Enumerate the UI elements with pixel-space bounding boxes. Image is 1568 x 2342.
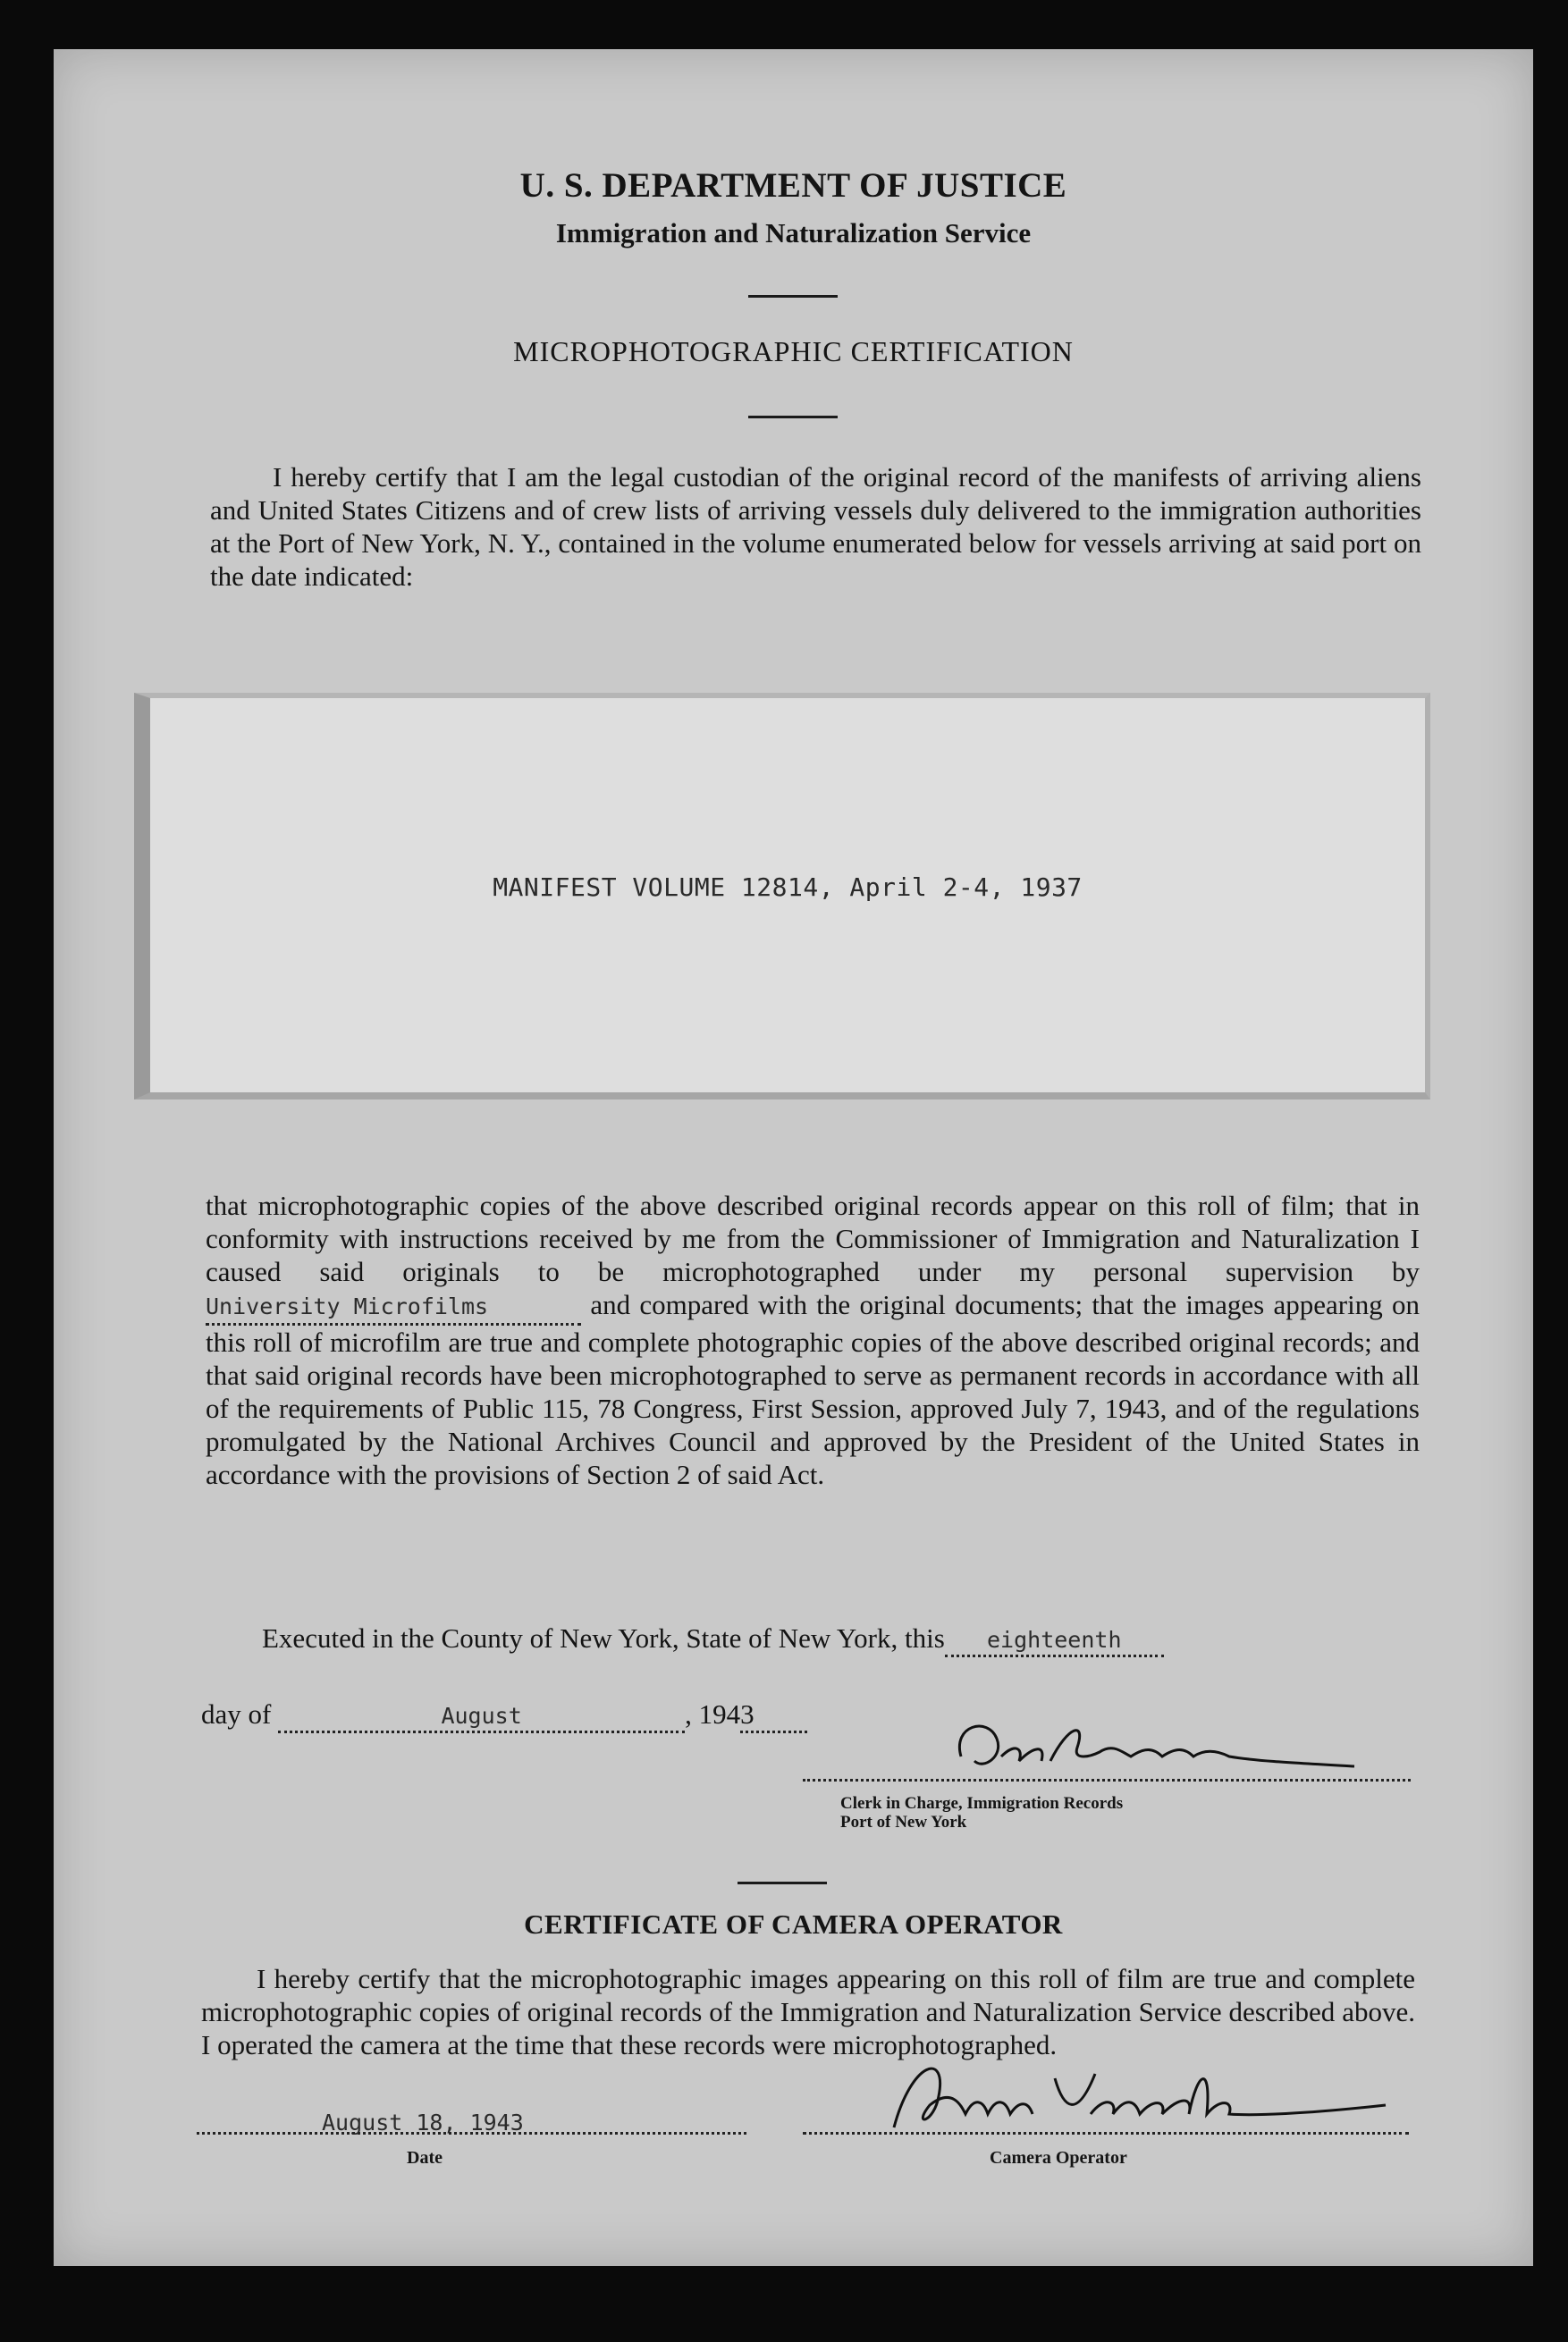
intro-paragraph: I hereby certify that I am the legal custodian of the original record of the manifests of arriving aliens and United States Citizens and of crew lists of arriving vessels duly delivered to the immigration authorities at the Port of New York, N. Y., contained in the volume enumerated below for vessels arriving at said port on the date indicated: bbox=[210, 461, 1421, 592]
clerk-title-line1: Clerk in Charge, Immigration Records bbox=[840, 1794, 1124, 1813]
clerk-signature-line bbox=[803, 1779, 1411, 1782]
certification-body-paragraph bbox=[206, 1189, 1420, 1491]
execution-line bbox=[262, 1622, 1424, 1657]
date-line bbox=[197, 2132, 746, 2135]
manifest-volume-text: MANIFEST VOLUME 12814, April 2-4, 1937 bbox=[493, 872, 1083, 902]
clerk-signature bbox=[934, 1707, 1363, 1783]
service-subtitle: Immigration and Naturalization Service bbox=[555, 217, 1032, 249]
divider-rule bbox=[748, 295, 838, 298]
body-text-after-supervisor: and compared with the original documents; that the images appearing on this roll of microfilm are true and complete photographic copies of the above described original records; and that said original records have been microphotographed to serve as permanent records in accordance with all of the requirements of Public 115, 78 Congress, First Session, approved July 7, 1943, and of the regulations promulgated by the National Archives Council and approved by the President of the United States in accordance with the provisions of Section 2 of said Act. bbox=[206, 1289, 1420, 1490]
day-of-label: day of bbox=[201, 1698, 272, 1730]
year-suffix: 3 bbox=[740, 1698, 754, 1730]
execution-day: eighteenth bbox=[987, 1627, 1122, 1653]
certificate-page bbox=[54, 49, 1533, 2266]
camera-certificate-paragraph: I hereby certify that the microphotographic images appearing on this roll of film are true and complete microphotographic copies of original records of the Immigration and Naturalization Service described above. I operated the camera at the time that these records were microphotographed. bbox=[201, 1963, 1415, 2060]
certification-title: MICROPHOTOGRAPHIC CERTIFICATION bbox=[513, 335, 1074, 367]
clerk-title bbox=[840, 1794, 1123, 1832]
execution-prefix: Executed in the County of New York, State of New York, this bbox=[262, 1622, 945, 1654]
supervisor-field bbox=[206, 1288, 581, 1326]
date-label: Date bbox=[407, 2148, 443, 2168]
camera-operator-label: Camera Operator bbox=[990, 2148, 1127, 2168]
date-value: August 18, 1943 bbox=[322, 2110, 524, 2136]
camera-operator-signature bbox=[876, 2043, 1412, 2141]
camera-certificate-title: CERTIFICATE OF CAMERA OPERATOR bbox=[524, 1908, 1063, 1940]
year-prefix: , 194 bbox=[685, 1698, 741, 1730]
year-field bbox=[740, 1698, 807, 1733]
divider-rule bbox=[738, 1882, 827, 1884]
execution-month: August bbox=[441, 1703, 522, 1729]
supervisor-name: University Microfilms bbox=[206, 1293, 489, 1319]
divider-rule bbox=[748, 416, 838, 418]
execution-day-field bbox=[945, 1622, 1164, 1657]
manifest-label-slip bbox=[134, 693, 1430, 1099]
camera-operator-signature-line bbox=[803, 2132, 1409, 2135]
day-of-line bbox=[201, 1698, 807, 1733]
department-title: U. S. DEPARTMENT OF JUSTICE bbox=[519, 166, 1067, 205]
clerk-title-line2: Port of New York bbox=[840, 1813, 967, 1832]
month-field bbox=[278, 1698, 685, 1733]
body-text-before-supervisor: that microphotographic copies of the above described original records appear on this roll of film; that in conformity with instructions received by me from the Commissioner of Immigration and Naturalization I caused said originals to be microphotographed under my personal supervision by bbox=[206, 1190, 1420, 1287]
